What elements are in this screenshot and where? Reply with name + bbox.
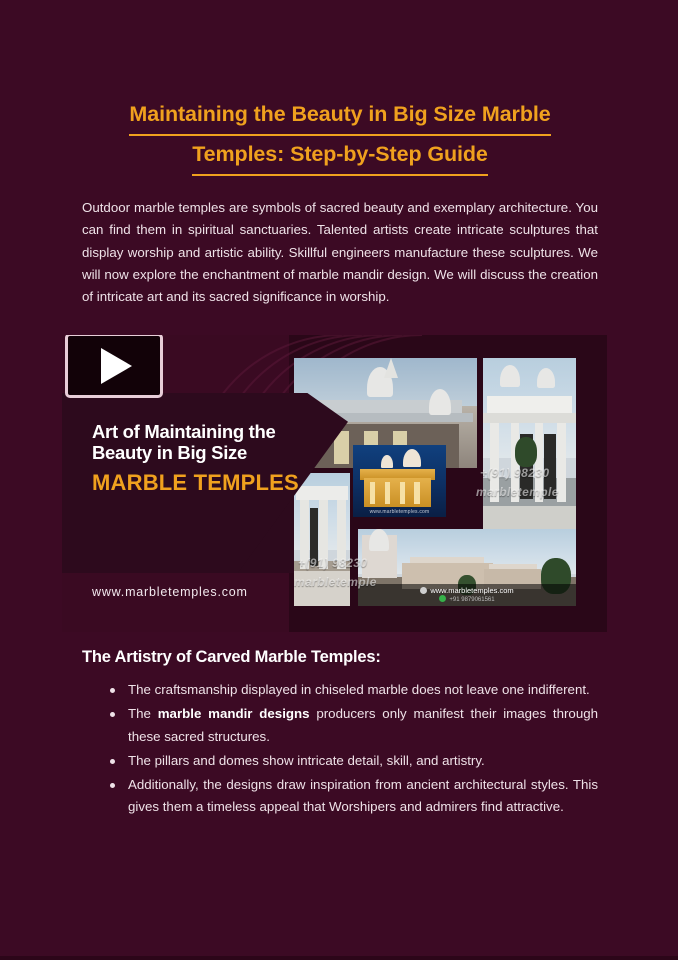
bullet-bold-text: marble mandir designs — [157, 706, 310, 722]
banner-title: Art of Maintaining the Beauty in Big Size — [92, 421, 276, 463]
play-button[interactable] — [65, 335, 163, 398]
banner-subtitle: MARBLE TEMPLES — [92, 470, 299, 495]
photo-caption-watermark: www.marbletemples.com — [369, 509, 430, 515]
intro-paragraph: Outdoor marble temples are symbols of sacred beauty and exemplary architecture. You can find them in spiritual sanctuaries. Talented artists create intricate sculptures that display worship and artistic ability. Skillful engineers manufacture these sculptures. We will now explore the enchantment of marble mandir design. We will discuss the creation of intricate art and its sacred significance in worship. — [82, 200, 598, 305]
list-item — [82, 774, 598, 819]
whatsapp-icon — [439, 595, 446, 602]
bullet-pre-text: The — [128, 706, 158, 722]
section-heading: The Artistry of Carved Marble Temples: — [82, 648, 381, 666]
photo-golden-lit-shrine-night — [353, 445, 446, 517]
play-triangle-icon — [101, 348, 132, 384]
watermark-phone-right: +(91) 98230 — [480, 466, 550, 480]
page-title — [82, 96, 598, 176]
watermark-site-left: marbletemple — [294, 575, 377, 589]
list-item — [82, 679, 598, 701]
artistry-section — [82, 648, 598, 821]
watermark-site-right: marbletemple — [476, 485, 559, 499]
banner-url: www.marbletemples.com — [92, 585, 248, 599]
bullet-pre-text: The craftsmanship displayed in chiseled marble does not leave one indifferent. — [128, 682, 590, 697]
watermark-phone-left: +(91) 98230 — [298, 556, 368, 570]
page-title-line-2: Temples: Step-by-Step Guide — [192, 136, 488, 176]
video-embed[interactable] — [62, 335, 607, 632]
watermark-url-line: www.marbletemples.com — [420, 586, 513, 595]
page-title-line-1: Maintaining the Beauty in Big Size Marble — [129, 96, 550, 136]
artistry-bullet-list — [82, 679, 598, 819]
photo-white-marble-mandap — [483, 358, 576, 530]
page-bottom-edge — [0, 956, 678, 960]
list-item — [82, 703, 598, 748]
video-thumbnail[interactable] — [62, 335, 607, 632]
bullet-post-text: producers only manifest their images through these sacred structures. — [128, 706, 599, 744]
photo-watermark-bar — [358, 584, 576, 606]
bullet-pre-text: Additionally, the designs draw inspiration from ancient architectural styles. This gives them a timeless appeal that Worshipers and admirers find attractive. — [128, 777, 598, 815]
watermark-phone-line: +91 9879061561 — [439, 595, 494, 605]
list-item — [82, 750, 598, 772]
globe-icon — [420, 587, 427, 594]
photo-marble-temple-exterior — [358, 529, 576, 606]
bullet-pre-text: The pillars and domes show intricate detail, skill, and artistry. — [128, 752, 485, 768]
document-content — [82, 96, 598, 308]
